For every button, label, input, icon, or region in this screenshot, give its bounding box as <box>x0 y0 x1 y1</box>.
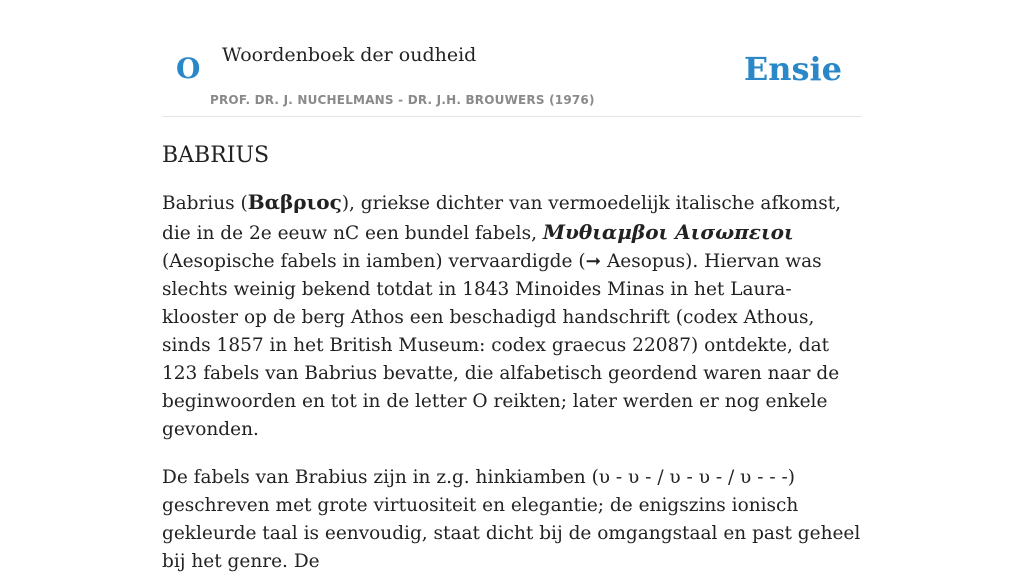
paragraph-text: (Aesopische fabels in iamben) vervaardigde (➞ Aesopus). Hiervan was slechts weinig bekend totdat in 1843 Minoides Minas in het Laura-klooster op de berg Athos een beschadigd handschrift (codex Athous, sinds 1857 in het British Museum: codex graecus 22087) ontdekte, dat 123 fabels van Babrius bevatte, die alfabetisch geordend waren naar de beginwoorden en tot in de letter O reikten; later werden er nog enkele gevonden. <box>162 251 840 440</box>
book-title[interactable]: Woordenboek der oudheid <box>222 44 477 66</box>
paragraph-text: Babrius ( <box>162 193 248 214</box>
entry-title: BABRIUS <box>162 143 270 168</box>
index-letter[interactable]: O <box>176 52 201 85</box>
entry-paragraph-2: De fabels van Brabius zijn in z.g. hinkiamben (υ - υ - / υ - υ - / υ - - -) geschreven met grote virtuositeit en elegantie; de enigszins ionisch gekleurde taal is eenvoudig, staat dicht bij de omgangstaal en past geheel bij het genre. De <box>162 467 861 572</box>
ensie-logo[interactable]: Ensie <box>743 50 842 88</box>
greek-title: Μυθιαμβοι Αισωπειοι <box>542 220 794 244</box>
book-authors: PROF. DR. J. NUCHELMANS - DR. J.H. BROUWERS (1976) <box>210 93 595 107</box>
greek-name: Βαβριος <box>247 190 342 214</box>
dictionary-header <box>162 0 862 117</box>
page-container <box>162 0 862 576</box>
paragraph-text: ), griekse dichter van vermoedelijk italische afkomst, die in de 2e eeuw nC een bundel fabels, <box>162 193 842 244</box>
entry-paragraph-1 <box>162 188 862 444</box>
